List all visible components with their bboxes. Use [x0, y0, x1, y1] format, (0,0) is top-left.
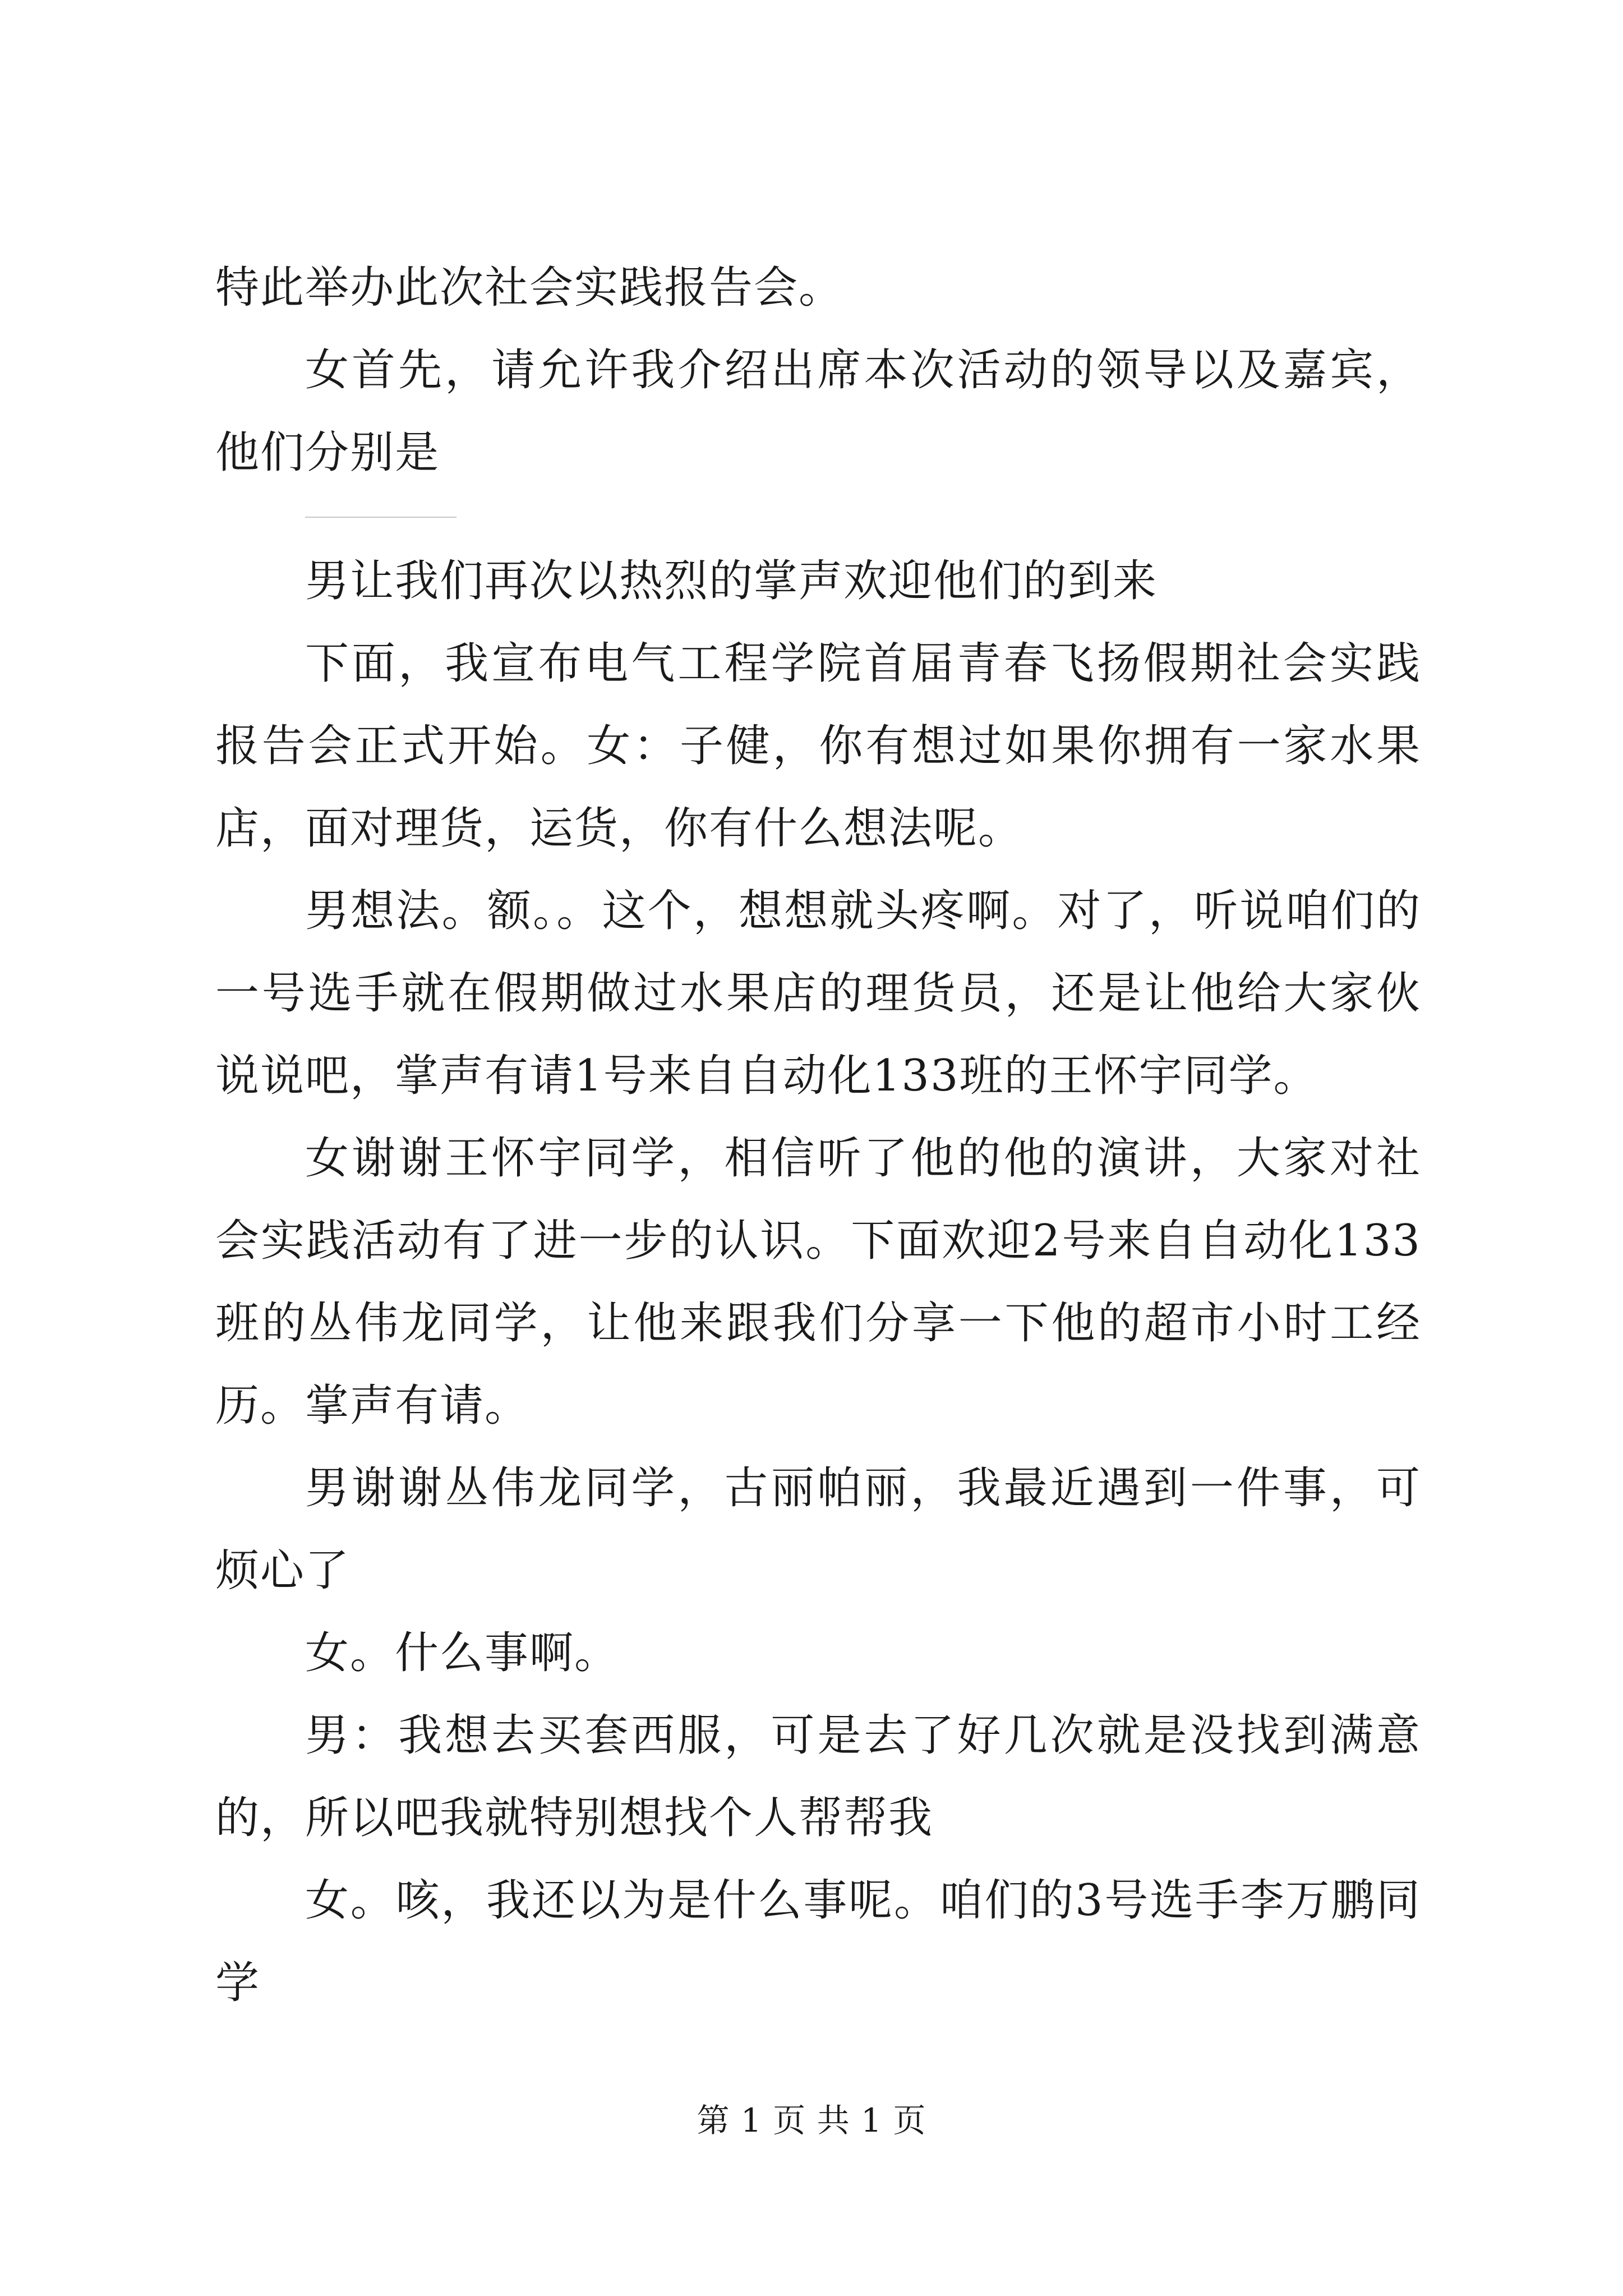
paragraph-6: 女谢谢王怀宇同学，相信听了他的他的演讲，大家对社会实践活动有了进一步的认识。下面欢迎2号来自自动化133班的丛伟龙同学，让他来跟我们分享一下他的超市小时工经历。掌声有请。 [215, 1133, 1421, 1431]
paragraph-3: 男让我们再次以热烈的掌声欢迎他们的到来 [305, 556, 1158, 606]
paragraph-5: 男想法。额。。这个，想想就头疼啊。对了，听说咱们的一号选手就在假期做过水果店的理货员，还是让他给大家伙说说吧，掌声有请1号来自自动化133班的王怀宇同学。 [215, 886, 1421, 1101]
paragraph-9: 男：我想去买套西服，可是去了好几次就是没找到满意的，所以吧我就特别想找个人帮帮我 [215, 1710, 1421, 1843]
document-body [215, 247, 1421, 2024]
paragraph-1: 特此举办此次社会实践报告会。 [215, 263, 844, 313]
section-divider [305, 517, 457, 518]
paragraph-7: 男谢谢丛伟龙同学，古丽帕丽，我最近遇到一件事，可烦心了 [215, 1463, 1421, 1596]
paragraph-8: 女。什么事啊。 [305, 1628, 620, 1678]
paragraph-10: 女。咳，我还以为是什么事呢。咱们的3号选手李万鹏同学 [215, 1875, 1421, 2008]
page-number-footer: 第 1 页 共 1 页 [697, 2101, 926, 2139]
paragraph-2: 女首先，请允许我介绍出席本次活动的领导以及嘉宾，他们分别是 [215, 345, 1421, 478]
paragraph-4: 下面，我宣布电气工程学院首届青春飞扬假期社会实践报告会正式开始。女：子健，你有想过如果你拥有一家水果店，面对理货，运货，你有什么想法呢。 [215, 638, 1421, 854]
